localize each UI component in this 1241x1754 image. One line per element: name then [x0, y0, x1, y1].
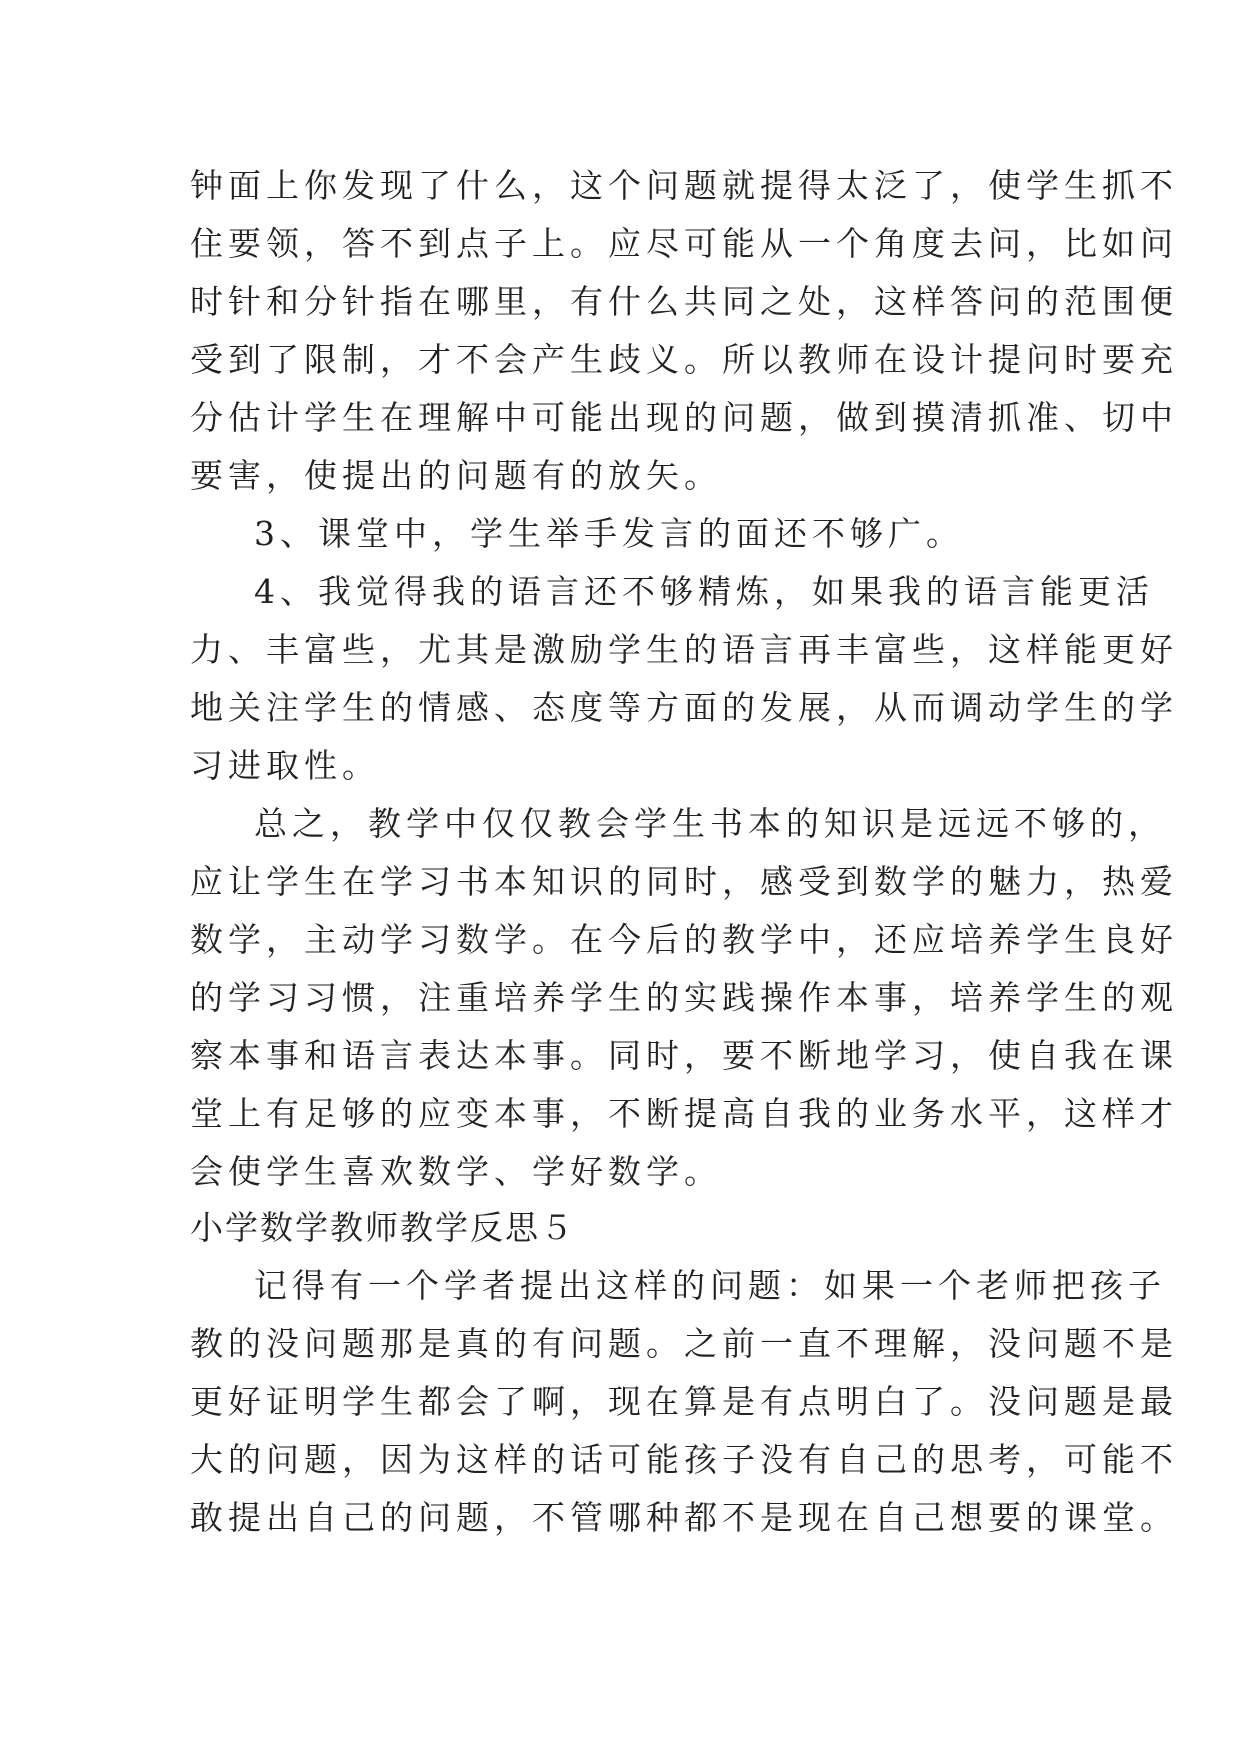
paragraph-line: 的学习习惯，注重培养学生的实践操作本事，培养学生的观 [190, 978, 1178, 1017]
paragraph-line: 力、丰富些，尤其是激励学生的语言再丰富些，这样能更好 [190, 630, 1178, 669]
paragraph-line: 住要领，答不到点子上。应尽可能从一个角度去问，比如问 [190, 224, 1178, 263]
paragraph-line: 总之，教学中仅仅教会学生书本的知识是远远不够的， [254, 804, 1166, 843]
paragraph-line: 数学，主动学习数学。在今后的教学中，还应培养学生良好 [190, 920, 1178, 959]
paragraph-line: 敢提出自己的问题，不管哪种都不是现在自己想要的课堂。 [190, 1498, 1178, 1537]
paragraph-line: 察本事和语言表达本事。同时，要不断地学习，使自我在课 [190, 1036, 1178, 1075]
paragraph-line: 会使学生喜欢数学、学好数学。 [190, 1152, 722, 1191]
section-heading: 小学数学教师教学反思５ [190, 1208, 575, 1247]
paragraph-line: 教的没问题那是真的有问题。之前一直不理解，没问题不是 [190, 1324, 1178, 1363]
paragraph-line: 大的问题，因为这样的话可能孩子没有自己的思考，可能不 [190, 1440, 1178, 1479]
paragraph-line: 时针和分针指在哪里，有什么共同之处，这样答问的范围便 [190, 282, 1178, 321]
paragraph-line: 地关注学生的情感、态度等方面的发展，从而调动学生的学 [190, 688, 1178, 727]
paragraph-line: 记得有一个学者提出这样的问题：如果一个老师把孩子 [254, 1266, 1166, 1305]
paragraph-line: 应让学生在学习书本知识的同时，感受到数学的魅力，热爱 [190, 862, 1178, 901]
paragraph-line: 3、课堂中，学生举手发言的面还不够广。 [254, 514, 964, 553]
paragraph-line: 4、我觉得我的语言还不够精炼，如果我的语言能更活 [254, 572, 1154, 611]
paragraph-line: 钟面上你发现了什么，这个问题就提得太泛了，使学生抓不 [190, 166, 1178, 205]
paragraph-line: 更好证明学生都会了啊，现在算是有点明白了。没问题是最 [190, 1382, 1178, 1421]
paragraph-line: 要害，使提出的问题有的放矢。 [190, 456, 722, 495]
paragraph-line: 受到了限制，才不会产生歧义。所以教师在设计提问时要充 [190, 340, 1178, 379]
paragraph-line: 堂上有足够的应变本事，不断提高自我的业务水平，这样才 [190, 1094, 1178, 1133]
paragraph-line: 习进取性。 [190, 746, 380, 785]
paragraph-line: 分估计学生在理解中可能出现的问题，做到摸清抓准、切中 [190, 398, 1178, 437]
